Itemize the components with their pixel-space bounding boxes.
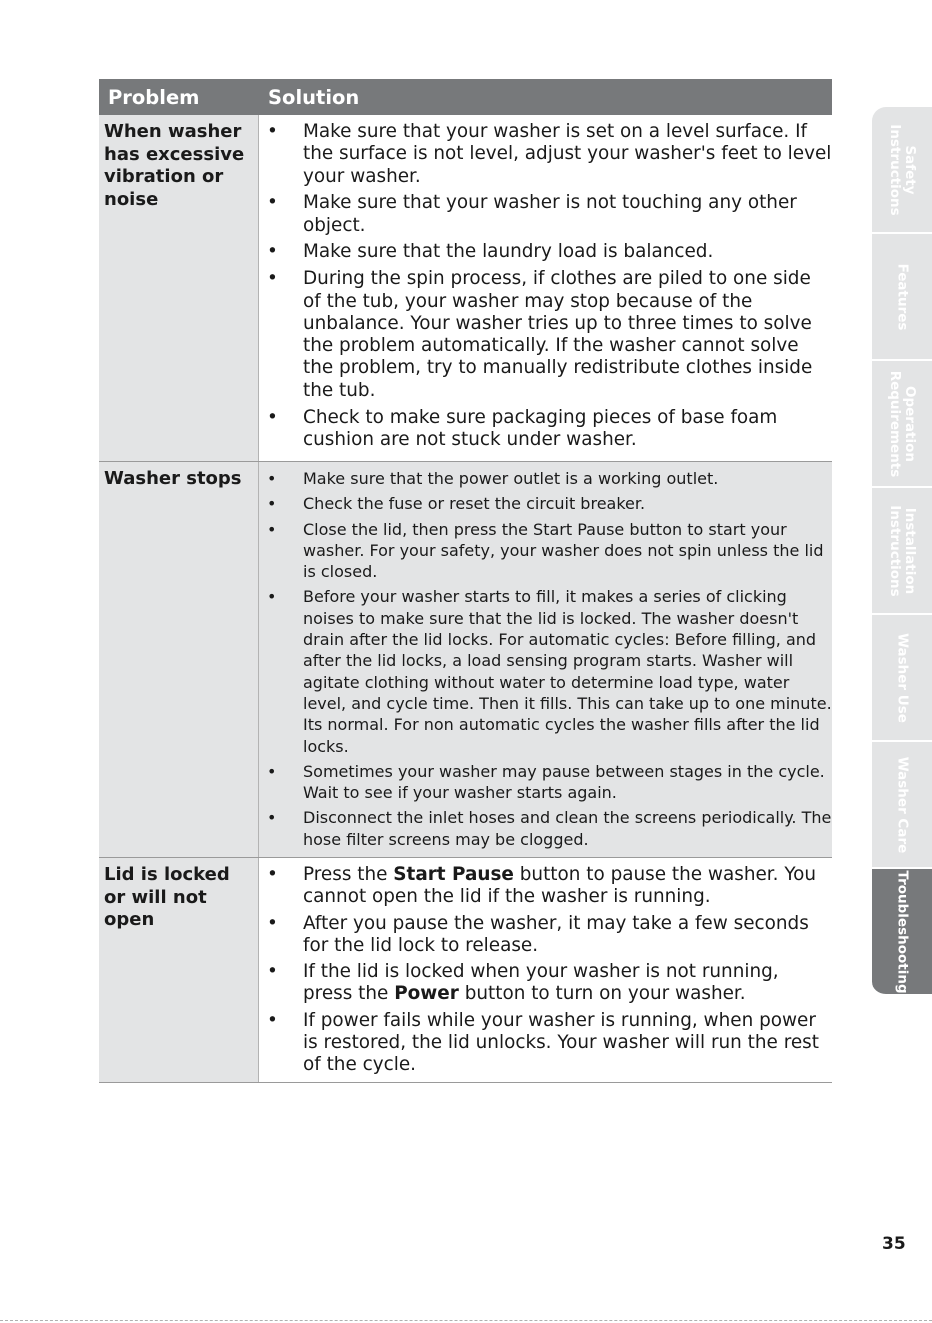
bullet-icon: • <box>267 268 278 290</box>
header-problem: Problem <box>108 85 200 109</box>
button-name: Power <box>394 983 459 1005</box>
table-row <box>99 115 832 462</box>
tab-installation-instructions[interactable]: Installation Instructions <box>872 488 932 615</box>
solution-item: • Make sure that the laundry load is balanced. <box>267 241 714 263</box>
solution-item: • Before your washer starts to fill, it makes a series of clicking noises to make sure that the lid is locked. The washer doesn't drain after the lid locks. For automatic cycles: Before filling, and after the lid locks, a load sensing program starts. Washer will agitate clothing without water to determine load type, water level, and cycle time. Then it fills. This can take up to one minute. Its normal. For non automatic cycles the washer fills after the lid locks. <box>267 587 832 756</box>
header-solution: Solution <box>268 85 360 109</box>
solution-item: • Disconnect the inlet hoses and clean the screens periodically. The hose filter screens may be clogged. <box>267 808 832 849</box>
bullet-icon: • <box>267 808 277 828</box>
solution-cell <box>259 462 832 857</box>
section-tabs <box>872 107 932 996</box>
bullet-icon: • <box>267 587 277 607</box>
tab-washer-use[interactable]: Washer Use <box>872 615 932 742</box>
solution-item: • If power fails while your washer is running, when power is restored, the lid unlocks. Your washer will run the rest of the cycle. <box>267 1009 819 1076</box>
table-header <box>99 79 832 115</box>
solution-item: • Close the lid, then press the Start Pause button to start your washer. For your safety, your washer does not spin unless the lid is closed. <box>267 519 824 582</box>
solution-item: • Check the fuse or reset the circuit breaker. <box>267 494 646 514</box>
bullet-icon: • <box>267 406 278 428</box>
tab-safety-instructions[interactable]: Safety Instructions <box>872 107 932 234</box>
bullet-icon: • <box>267 1009 278 1031</box>
bullet-icon: • <box>267 912 278 934</box>
problem-cell: Lid is locked or will not open <box>99 858 259 1082</box>
problem-cell: Washer stops <box>99 462 259 857</box>
bullet-icon: • <box>267 519 277 539</box>
button-name: Start Pause <box>393 864 514 885</box>
bullet-icon: • <box>267 494 277 514</box>
solution-item: • After you pause the washer, it may take a few seconds for the lid lock to release. <box>267 912 809 956</box>
solution-item: • Make sure that the power outlet is a working outlet. <box>267 469 719 488</box>
problem-cell: When washer has excessive vibration or noise <box>99 115 259 461</box>
tab-operation-requirements[interactable]: Operation Requirements <box>872 361 932 488</box>
bullet-icon: • <box>267 761 277 781</box>
solution-item: • During the spin process, if clothes are piled to one side of the tub, your washer may stop because of the unbalance. Your washer tries up to three times to solve the problem automatically. If the washer cannot solve the problem, try to manually redistribute clothes inside the tub. <box>267 268 813 401</box>
bullet-icon: • <box>267 121 278 142</box>
solution-item: • Sometimes your washer may pause between stages in the cycle. Wait to see if your washer starts again. <box>267 761 825 803</box>
table-row <box>99 858 832 1083</box>
solution-item: • Make sure that your washer is not touching any other object. <box>267 192 797 236</box>
bullet-icon: • <box>267 469 277 488</box>
bullet-icon: • <box>267 241 278 263</box>
tab-washer-care[interactable]: Washer Care <box>872 742 932 869</box>
bullet-icon: • <box>267 192 278 214</box>
tab-troubleshooting[interactable]: Troubleshooting <box>872 869 932 996</box>
bullet-icon: • <box>267 864 278 885</box>
solution-item: • Check to make sure packaging pieces of base foam cushion are not stuck under washer. <box>267 406 778 450</box>
tab-features[interactable]: Features <box>872 234 932 361</box>
table-row <box>99 462 832 858</box>
solution-cell <box>259 858 832 1082</box>
page-edge-divider <box>0 1320 932 1321</box>
bullet-icon: • <box>267 961 278 983</box>
solution-item: • If the lid is locked when your washer is not running, press the Power button to turn on your washer. <box>267 961 779 1005</box>
solution-item: • Press the Start Pause button to pause the washer. You cannot open the lid if the washer is running. <box>267 864 817 908</box>
troubleshooting-table <box>99 79 832 1083</box>
solution-item: • Make sure that your washer is set on a level surface. If the surface is not level, adjust your washer's feet to level your washer. <box>267 121 832 187</box>
page-number: 35 <box>882 1234 906 1254</box>
solution-cell <box>259 115 832 461</box>
